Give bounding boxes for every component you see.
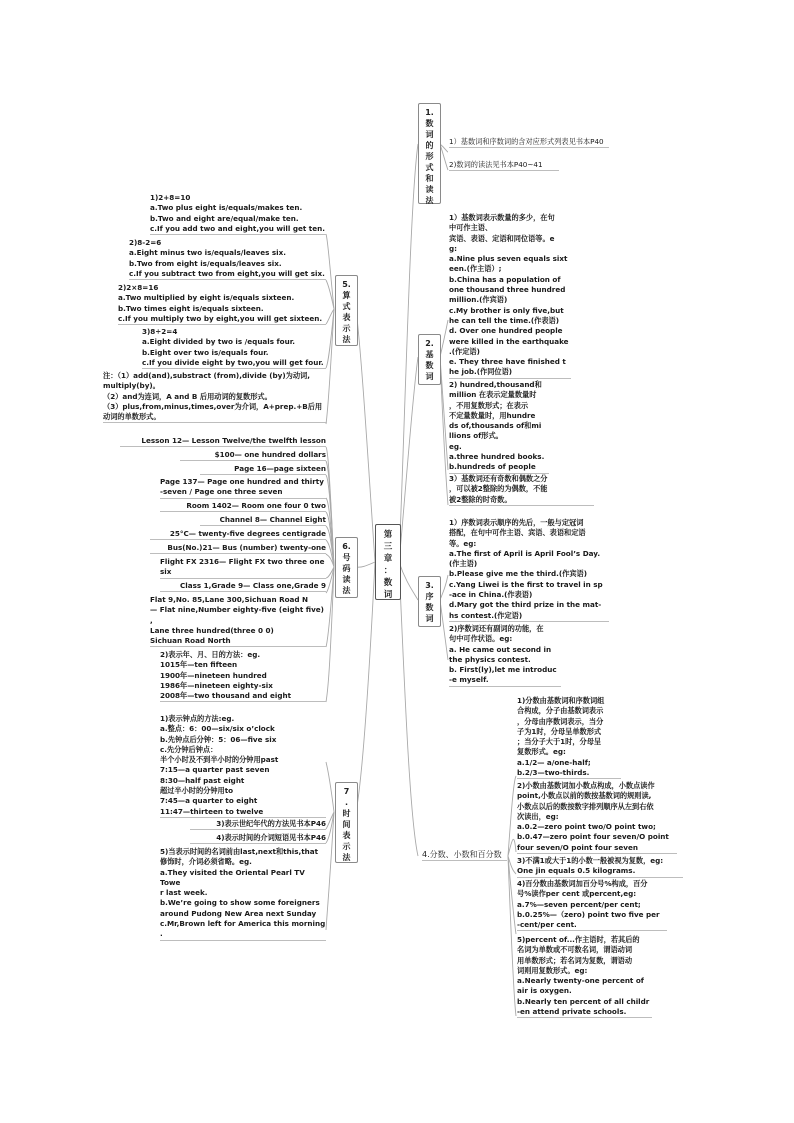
branch-4-leaf-3: 3)不满1或大于1的小数一般被视为复数，eg: One jin equals 0.5 kilograms.: [517, 856, 683, 878]
branch-2-leaf-1: 1）基数词表示数量的多少，在句 中可作主语、 宾语、表语、定语和同位语等。e g: a.Nine plus seven equals sixt een.(作主语）; b.China has a population of one thousand three hundred million.(作宾语) c.My brother is only five,but he can tell the time.(作表语) d. Over one hundred people were killed in the earthquake .(作定语) e. They three have finished t he job.(作同位语): [449, 213, 571, 379]
branch-2-node: 2. 基 数 词: [418, 334, 441, 385]
branch-3-leaf-2: 2)序数词还有副词的功能，在 句中可作状语。eg: a. He came out second in the physics contest. b. First(ly),let me introduc -e myself.: [449, 624, 561, 687]
branch-1-leaf-1: 1）基数词和序数词的含对应形式列表见书本P40: [449, 137, 609, 148]
branch-5-leaf-2: 2)8-2=6 a.Eight minus two is/equals/leaves six. b.Two from eight is/equals/leaves six. c.If you subtract two from eight,you will get six.: [129, 238, 326, 280]
branch-6-leaf-2: $100— one hundred dollars: [180, 450, 326, 461]
branch-4-leaf-1: 1)分数由基数词和序数词组 合构成，分子由基数词表示 ，分母由序数词表示，当分 子为1时，分母呈单数形式 ；当分子大于1时，分母呈 复数形式。eg: a.1/2— a/one-half; b.2/3—two-thirds.: [517, 696, 621, 779]
branch-4-leaf-5: 5)percent of...作主语时，若其后的 名词为单数或不可数名词，谓语动词 用单数形式；若名词为复数，谓语动 词则用复数形式。eg: a.Nearly twenty-one percent of air is oxygen. b.Nearly ten percent of all childr -en attend private schools.: [517, 935, 652, 1018]
branch-5-leaf-1: 1)2+8=10 a.Two plus eight is/equals/makes ten. b.Two and eight are/equal/make ten. c.If you add two and eight,you will get ten.: [150, 193, 326, 235]
branch-1-node: 1. 数 词 的 形 式 和 读 法: [418, 103, 441, 204]
branch-7-leaf-1: 1)表示钟点的方法:eg. a.整点：6：00—six/six o’clock b.先钟点后分钟：5：06—five six c.先分钟后钟点： 半个小时及不到半小时的分钟用past 7:15—a quarter past seven 8:30—half past eight 超过半小时的分钟用to 7:45—a quarter to eight 11:47—thirteen to twelve: [160, 714, 326, 818]
branch-3-node: 3. 序 数 词: [418, 576, 441, 627]
branch-6-leaf-12: 2)表示年、月、日的方法：eg. 1015年—ten fifteen 1900年—nineteen hundred 1986年—nineteen eighty-six 2008年—two thousand and eight: [160, 650, 326, 702]
branch-4-leaf-2: 2)小数由基数词加小数点构成，小数点读作 point,小数点以前的数按基数词的规则读, 小数点以后的数按数字排列顺序从左到右依 次读出，eg: a.0.2—zero point two/O point two; b.0.47—zero point four seven/O point four seven/O point four seven: [517, 781, 677, 854]
branch-6-leaf-1: Lesson 12— Lesson Twelve/the twelfth lesson: [120, 436, 326, 447]
branch-6-node: 6. 号 码 读 法: [335, 537, 358, 598]
branch-7-node: 7 . 时 间 表 示 法: [335, 782, 358, 863]
branch-6-leaf-5: Room 1402— Room one four 0 two: [160, 501, 326, 512]
center-node: 第 三 章 ： 数 词: [375, 524, 401, 600]
branch-6-leaf-6: Channel 8— Channel Eight: [200, 515, 326, 526]
branch-7-leaf-3: 4)表示时间的介词短语见书本P46: [190, 833, 326, 844]
branch-5-leaf-5: 注：（1）add(and),substract (from),divide (by)为动词, multiply(by)。 （2）and为连词，A and B 后用动词的复数形式。 （3）plus,from,minus,times,over为介词，A+prep.+B后用 动词的单数形式。: [103, 371, 327, 423]
branch-6-leaf-9: Flight FX 2316— Flight FX two three one six: [160, 557, 326, 579]
branch-6-leaf-8: Bus(No.)21— Bus (number) twenty-one: [150, 543, 326, 554]
branch-5-leaf-4: 3)8÷2=4 a.Eight divided by two is /equals four. b.Eight over two is/equals four. c.If you divide eight by two,you will get four.: [142, 327, 326, 369]
branch-4-node: 4.分数、小数和百分数: [422, 850, 507, 861]
branch-7-leaf-2: 3)表示世纪年代的方法见书本P46: [190, 819, 326, 830]
branch-6-leaf-10: Class 1,Grade 9— Class one,Grade 9: [160, 581, 326, 592]
branch-6-leaf-7: 25°C— twenty-five degrees centigrade: [150, 529, 326, 540]
branch-6-leaf-3: Page 16—page sixteen: [200, 464, 326, 475]
branch-6-leaf-11: Flat 9,No. 85,Lane 300,Sichuan Road N — Flat nine,Number eighty-five (eight five) , Lane three hundred(three 0 0) Sichuan Road North: [150, 595, 326, 647]
branch-7-leaf-4: 5)当表示时间的名词前由last,next和this,that 修饰时，介词必须省略。eg. a.They visited the Oriental Pearl TV Towe r last week. b.We’re going to show some foreigners around Pudong New Area next Sunday c.Mr,Brown left for America this morning .: [160, 847, 326, 941]
branch-2-leaf-2: 2) hundred,thousand和 million 在表示定量数量时 ，不用复数形式；在表示 不定量数量时，用hundre ds of,thousands of和mi llions of形式。 eg. a.three hundred books. b.hundreds of people: [449, 380, 549, 474]
branch-2-leaf-3: 3）基数词还有奇数和偶数之分 ，可以被2整除的为偶数，不能 被2整除的时奇数。: [449, 474, 594, 506]
branch-6-leaf-4: Page 137— Page one hundred and thirty -seven / Page one three seven: [160, 477, 326, 499]
branch-4-leaf-4: 4)百分数由基数词加百分号%构成，百分 号%读作per cent 或percent,eg: a.7%—seven percent/per cent; b.0.25%—（zero) point two five per -cent/per cent.: [517, 879, 667, 931]
branch-3-leaf-1: 1）序数词表示顺序的先后，一般与定冠词 搭配，在句中可作主语、宾语、表语和定语 等。eg: a.The first of April is April Fool’s Day. (作主语) b.Please give me the third.(作宾语) c.Yang Liwei is the first to travel in sp -ace in China.(作表语) d.Mary got the third prize in the mat- hs contest.(作定语): [449, 518, 609, 622]
branch-5-leaf-3: 2)2×8=16 a.Two multiplied by eight is/equals sixteen. b.Two times eight is/equals sixteen. c.If you multiply two by eight,you will get sixteen.: [118, 283, 326, 325]
branch-1-leaf-2: 2)数词的读法见书本P40~41: [449, 160, 559, 171]
branch-5-node: 5. 算 式 表 示 法: [335, 275, 358, 346]
